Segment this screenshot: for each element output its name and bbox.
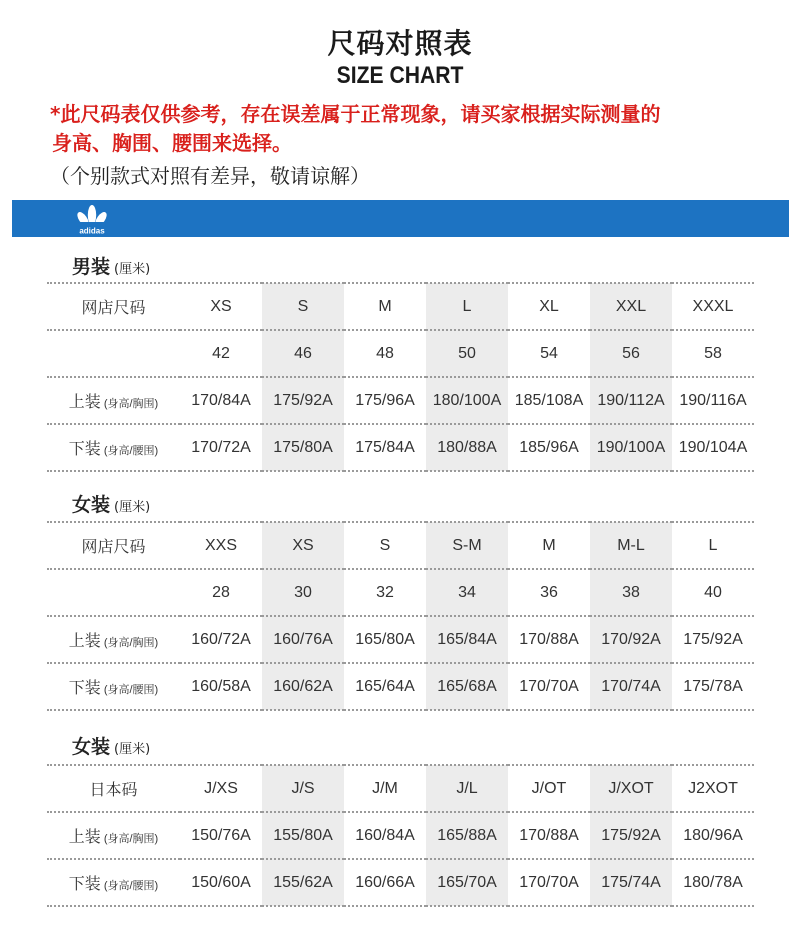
adidas-trefoil-logo [72, 203, 112, 235]
table-cell: 180/96A [672, 812, 754, 859]
table-cell: XXS [180, 522, 262, 569]
table-cell: 175/78A [672, 663, 754, 710]
table-cell: 150/76A [180, 812, 262, 859]
table-cell: XL [508, 283, 590, 330]
table-cell: 170/84A [180, 377, 262, 424]
table-cell: 175/96A [344, 377, 426, 424]
table-cell: M [508, 522, 590, 569]
table-cell: 50 [426, 330, 508, 377]
row-header-bottom [47, 424, 180, 471]
table-cell: 170/70A [508, 663, 590, 710]
table-cell: 180/88A [426, 424, 508, 471]
table-cell: M-L [590, 522, 672, 569]
section-unit: (厘米) [114, 262, 151, 277]
table-cell: 155/80A [262, 812, 344, 859]
row-sublabel: (身高/腰围) [103, 445, 159, 457]
table-row-number [47, 330, 754, 377]
notice-line-2: 身高、胸围、腰围来选择。 [52, 131, 292, 155]
row-header-bottom [47, 663, 180, 710]
table-cell: 46 [262, 330, 344, 377]
table-cell: 170/88A [508, 616, 590, 663]
table-cell: 175/84A [344, 424, 426, 471]
table-cell: J/OT [508, 765, 590, 812]
table-cell: 165/88A [426, 812, 508, 859]
section-title-text: 女装 [72, 494, 111, 516]
table-cell: J/M [344, 765, 426, 812]
table-cell: 175/92A [262, 377, 344, 424]
table-cell: S [262, 283, 344, 330]
row-sublabel: (身高/胸围) [103, 833, 159, 845]
table-cell: 54 [508, 330, 590, 377]
table-cell: 48 [344, 330, 426, 377]
table-cell: 160/62A [262, 663, 344, 710]
row-sublabel: (身高/胸围) [103, 637, 159, 649]
table-cell: XS [180, 283, 262, 330]
row-header-size: 日本码 [47, 765, 180, 812]
row-header-bottom [47, 859, 180, 906]
row-label: 下装 [68, 441, 101, 458]
table-cell: J/L [426, 765, 508, 812]
section-title-men [72, 252, 150, 279]
section-title-women [72, 490, 150, 517]
section-title-text: 女装 [72, 736, 111, 758]
table-cell: 170/92A [590, 616, 672, 663]
table-cell: 175/92A [672, 616, 754, 663]
table-cell: S [344, 522, 426, 569]
table-cell: 185/108A [508, 377, 590, 424]
table-cell: 40 [672, 569, 754, 616]
section-title-text: 男装 [72, 256, 111, 278]
row-header-top [47, 812, 180, 859]
table-cell: 175/74A [590, 859, 672, 906]
table-row-size [47, 522, 754, 569]
table-cell: 185/96A [508, 424, 590, 471]
row-sublabel: (身高/腰围) [103, 684, 159, 696]
disclaimer: （个别款式对照有差异，敬请谅解） [50, 164, 370, 188]
table-cell: 190/112A [590, 377, 672, 424]
table-cell: 190/100A [590, 424, 672, 471]
table-row-top [47, 377, 754, 424]
table-cell: J/S [262, 765, 344, 812]
table-cell: 170/74A [590, 663, 672, 710]
table-row-size [47, 283, 754, 330]
table-cell: M [344, 283, 426, 330]
page-subtitle: SIZE CHART [336, 62, 464, 89]
table-cell: 38 [590, 569, 672, 616]
table-cell: J/XS [180, 765, 262, 812]
table-cell: J2XOT [672, 765, 754, 812]
table-cell: 170/70A [508, 859, 590, 906]
table-cell: 160/58A [180, 663, 262, 710]
table-cell: 165/70A [426, 859, 508, 906]
table-cell: XS [262, 522, 344, 569]
table-cell: 150/60A [180, 859, 262, 906]
table-cell: S-M [426, 522, 508, 569]
table-cell: 180/100A [426, 377, 508, 424]
table-cell: XXXL [672, 283, 754, 330]
table-cell: L [672, 522, 754, 569]
men-size-table [47, 282, 754, 472]
table-cell: 165/64A [344, 663, 426, 710]
table-cell: 175/80A [262, 424, 344, 471]
table-row-top [47, 616, 754, 663]
table-cell: 56 [590, 330, 672, 377]
row-label: 上装 [68, 633, 101, 650]
row-sublabel: (身高/腰围) [103, 880, 159, 892]
table-row-top [47, 812, 754, 859]
row-label: 上装 [68, 394, 101, 411]
row-label: 上装 [68, 829, 101, 846]
table-cell: 165/84A [426, 616, 508, 663]
notice-line-1: *此尺码表仅供参考，存在误差属于正常现象，请买家根据实际测量的 [50, 102, 661, 126]
table-cell: 36 [508, 569, 590, 616]
table-cell: 58 [672, 330, 754, 377]
table-cell: 160/72A [180, 616, 262, 663]
brand-banner [12, 200, 789, 237]
table-cell: 160/66A [344, 859, 426, 906]
row-header-size: 网店尺码 [47, 283, 180, 330]
table-cell: 34 [426, 569, 508, 616]
table-cell: J/XOT [590, 765, 672, 812]
table-cell: 180/78A [672, 859, 754, 906]
table-cell: 175/92A [590, 812, 672, 859]
table-row-bottom [47, 424, 754, 471]
measurement-notice [50, 100, 770, 158]
table-cell: 190/104A [672, 424, 754, 471]
row-sublabel: (身高/胸围) [103, 398, 159, 410]
row-header-empty [47, 330, 180, 377]
table-cell: 30 [262, 569, 344, 616]
row-header-top [47, 377, 180, 424]
row-label: 下装 [68, 680, 101, 697]
table-row-bottom [47, 663, 754, 710]
women-size-table [47, 521, 754, 711]
table-cell: 160/76A [262, 616, 344, 663]
table-row-bottom [47, 859, 754, 906]
table-cell: 165/68A [426, 663, 508, 710]
table-row-number [47, 569, 754, 616]
table-cell: L [426, 283, 508, 330]
table-cell: 190/116A [672, 377, 754, 424]
table-cell: 155/62A [262, 859, 344, 906]
section-unit: (厘米) [114, 742, 151, 757]
page-title: 尺码对照表 [327, 27, 473, 60]
section-title-women-jp [72, 732, 150, 759]
table-cell: 28 [180, 569, 262, 616]
row-header-top [47, 616, 180, 663]
table-cell: 170/72A [180, 424, 262, 471]
table-cell: 160/84A [344, 812, 426, 859]
table-cell: 42 [180, 330, 262, 377]
section-unit: (厘米) [114, 500, 151, 515]
row-header-empty [47, 569, 180, 616]
table-row-size [47, 765, 754, 812]
row-label: 下装 [68, 876, 101, 893]
row-header-size: 网店尺码 [47, 522, 180, 569]
brand-wordmark: adidas [79, 226, 105, 235]
table-cell: 165/80A [344, 616, 426, 663]
women-jp-size-table [47, 764, 754, 907]
table-cell: 32 [344, 569, 426, 616]
table-cell: 170/88A [508, 812, 590, 859]
table-cell: XXL [590, 283, 672, 330]
